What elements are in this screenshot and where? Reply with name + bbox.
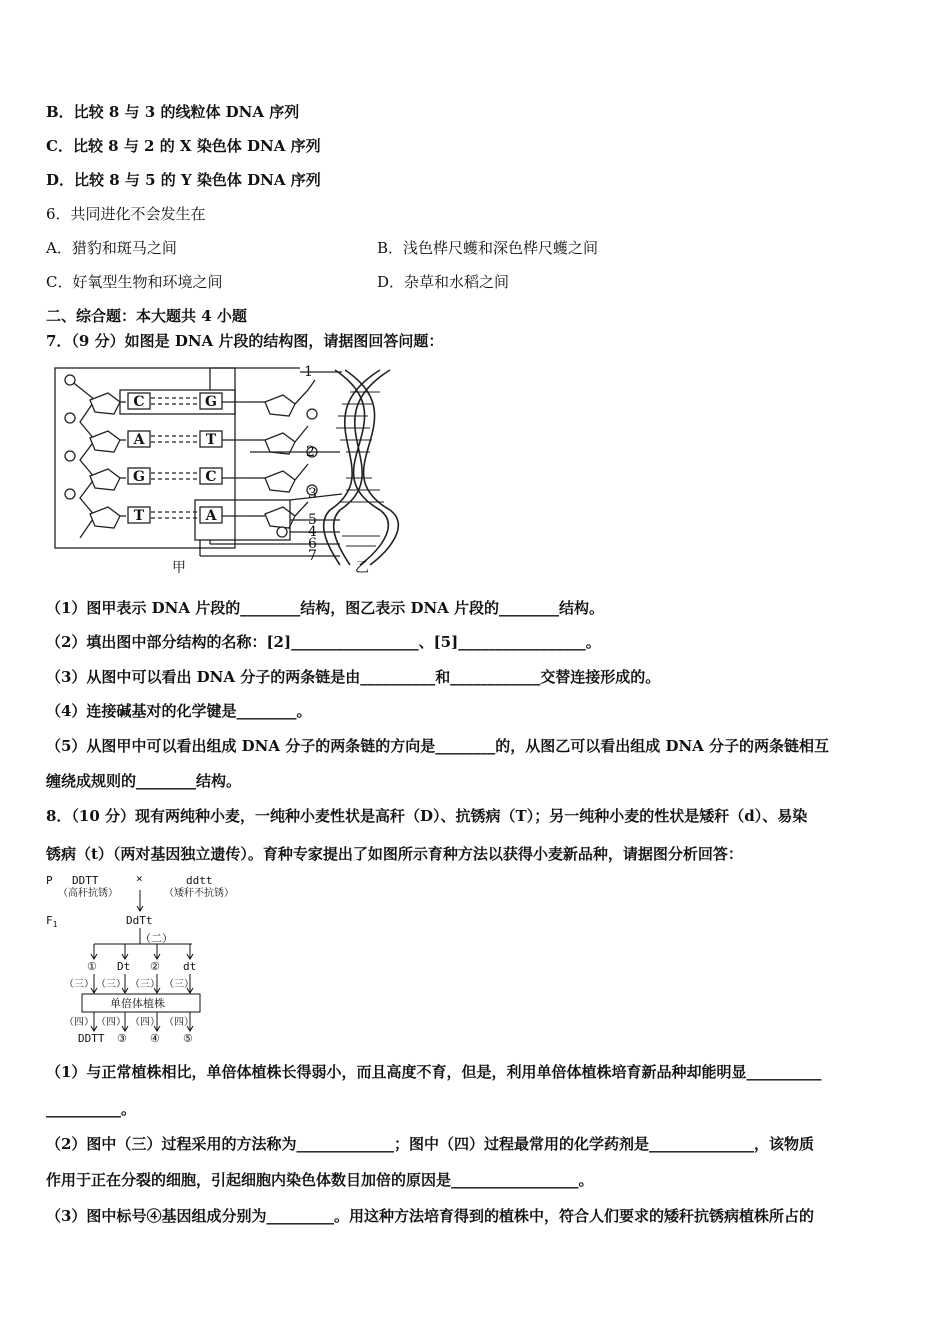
gamete-2: Dt: [117, 960, 131, 973]
q7-sub1: （1）图甲表示 DNA 片段的________结构，图乙表示 DNA 片段的________结构。: [46, 599, 605, 617]
base-right-1: G: [205, 394, 217, 410]
q8-sub3: （3）图中标号④基因组成分别为_________。用这种方法培育得到的植株中，符合人们要求的矮秆抗锈病植株所占的: [46, 1207, 814, 1225]
step-3-a: （三）: [64, 979, 94, 990]
p-label: P: [46, 874, 53, 887]
label-7: 7: [308, 548, 317, 564]
result-2: ③: [117, 1032, 127, 1045]
caption-jia: 甲: [172, 560, 186, 576]
step-3-d: （三）: [164, 979, 194, 990]
label-6: 6: [308, 536, 317, 552]
base-right-4: A: [205, 508, 217, 524]
label-4: 4: [308, 524, 317, 540]
gamete-3: ②: [150, 960, 160, 973]
result-3: ④: [150, 1032, 160, 1045]
q8-stem-line2: 锈病（t）（两对基因独立遗传）。育种专家提出了如图所示育种方法以获得小麦新品种，请据图分析回答：: [46, 845, 743, 863]
q8-sub1-line2: __________。: [46, 1100, 137, 1118]
parent1-note: （高秆抗锈）: [58, 888, 118, 899]
section-heading: 二、综合题：本大题共 4 小题: [46, 307, 247, 325]
label-1: 1: [304, 364, 313, 380]
q6-option-d: D．杂草和水稻之间: [377, 273, 510, 291]
caption-yi: 乙: [355, 560, 369, 576]
q7-stem: 7．（9 分）如图是 DNA 片段的结构图，请据图回答问题：: [46, 332, 444, 350]
q6-stem: 6．共同进化不会发生在: [46, 205, 206, 223]
f1-genotype: DdTt: [126, 914, 153, 927]
parent1: DDTT: [72, 874, 99, 887]
base-left-1: C: [133, 394, 145, 410]
q6-option-c: C．好氧型生物和环境之间: [46, 273, 223, 291]
result-4: ⑤: [183, 1032, 193, 1045]
base-left-2: A: [133, 432, 145, 448]
dna-structure-figure: [50, 360, 410, 580]
q6-option-a: A．猎豹和斑马之间: [46, 239, 177, 257]
step-4-b: （四）: [96, 1017, 126, 1028]
q5-option-b: B．比较 8 与 3 的线粒体 DNA 序列: [46, 103, 300, 121]
gamete-4: dt: [183, 960, 197, 973]
gamete-1: ①: [87, 960, 97, 973]
step-2: （二）: [140, 932, 173, 945]
q7-sub3: （3）从图中可以看出 DNA 分子的两条链是由__________和____________交替连接形成的。: [46, 668, 661, 686]
q5-option-c: C．比较 8 与 2 的 X 染色体 DNA 序列: [46, 137, 321, 155]
step-3-c: （三）: [130, 979, 160, 990]
base-right-3: C: [205, 469, 217, 485]
q8-sub1-line1: （1）与正常植株相比，单倍体植株长得弱小，而且高度不育，但是，利用单倍体植株培育新品种却能明显__________: [46, 1063, 822, 1081]
q5-option-d: D．比较 8 与 5 的 Y 染色体 DNA 序列: [46, 171, 321, 189]
step-4-a: （四）: [64, 1017, 94, 1028]
step-4-d: （四）: [164, 1017, 194, 1028]
q7-sub2: （2）填出图中部分结构的名称：[2]_________________、[5]_________________。: [46, 633, 601, 651]
base-left-3: G: [133, 469, 145, 485]
parent2-note: （矮秆不抗锈）: [164, 888, 234, 899]
base-left-4: T: [133, 508, 145, 524]
q7-sub4: （4）连接碱基对的化学键是________。: [46, 702, 312, 720]
parent2: ddtt: [186, 874, 213, 887]
label-2: 2: [306, 444, 315, 460]
step-4-c: （四）: [130, 1017, 160, 1028]
breeding-figure: [44, 870, 264, 1050]
q6-option-b: B．浅色桦尺蠖和深色桦尺蠖之间: [377, 239, 599, 257]
base-right-2: T: [205, 432, 217, 448]
step-3-b: （三）: [96, 979, 126, 990]
f1-label: $F_1$: [46, 914, 58, 929]
q8-sub2-line1: （2）图中（三）过程采用的方法称为_____________；图中（四）过程最常用的化学药剂是______________，该物质: [46, 1135, 814, 1153]
haploid-box-label: 单倍体植株: [110, 997, 165, 1010]
q8-stem-line1: 8．（10 分）现有两纯种小麦，一纯种小麦性状是高秆（D）、抗锈病（T）；另一纯种小麦的性状是矮秆（d）、易染: [46, 807, 808, 825]
result-1: DDTT: [78, 1032, 105, 1045]
cross-symbol: ×: [136, 872, 143, 885]
label-3: 3: [308, 486, 317, 502]
label-5: 5: [308, 512, 317, 528]
q8-sub2-line2: 作用于正在分裂的细胞，引起细胞内染色体数目加倍的原因是_________________。: [46, 1171, 594, 1189]
q7-sub5-line1: （5）从图甲中可以看出组成 DNA 分子的两条链的方向是________的，从图乙可以看出组成 DNA 分子的两条链相互: [46, 737, 830, 755]
q7-sub5-line2: 缠绕成规则的________结构。: [46, 772, 242, 790]
